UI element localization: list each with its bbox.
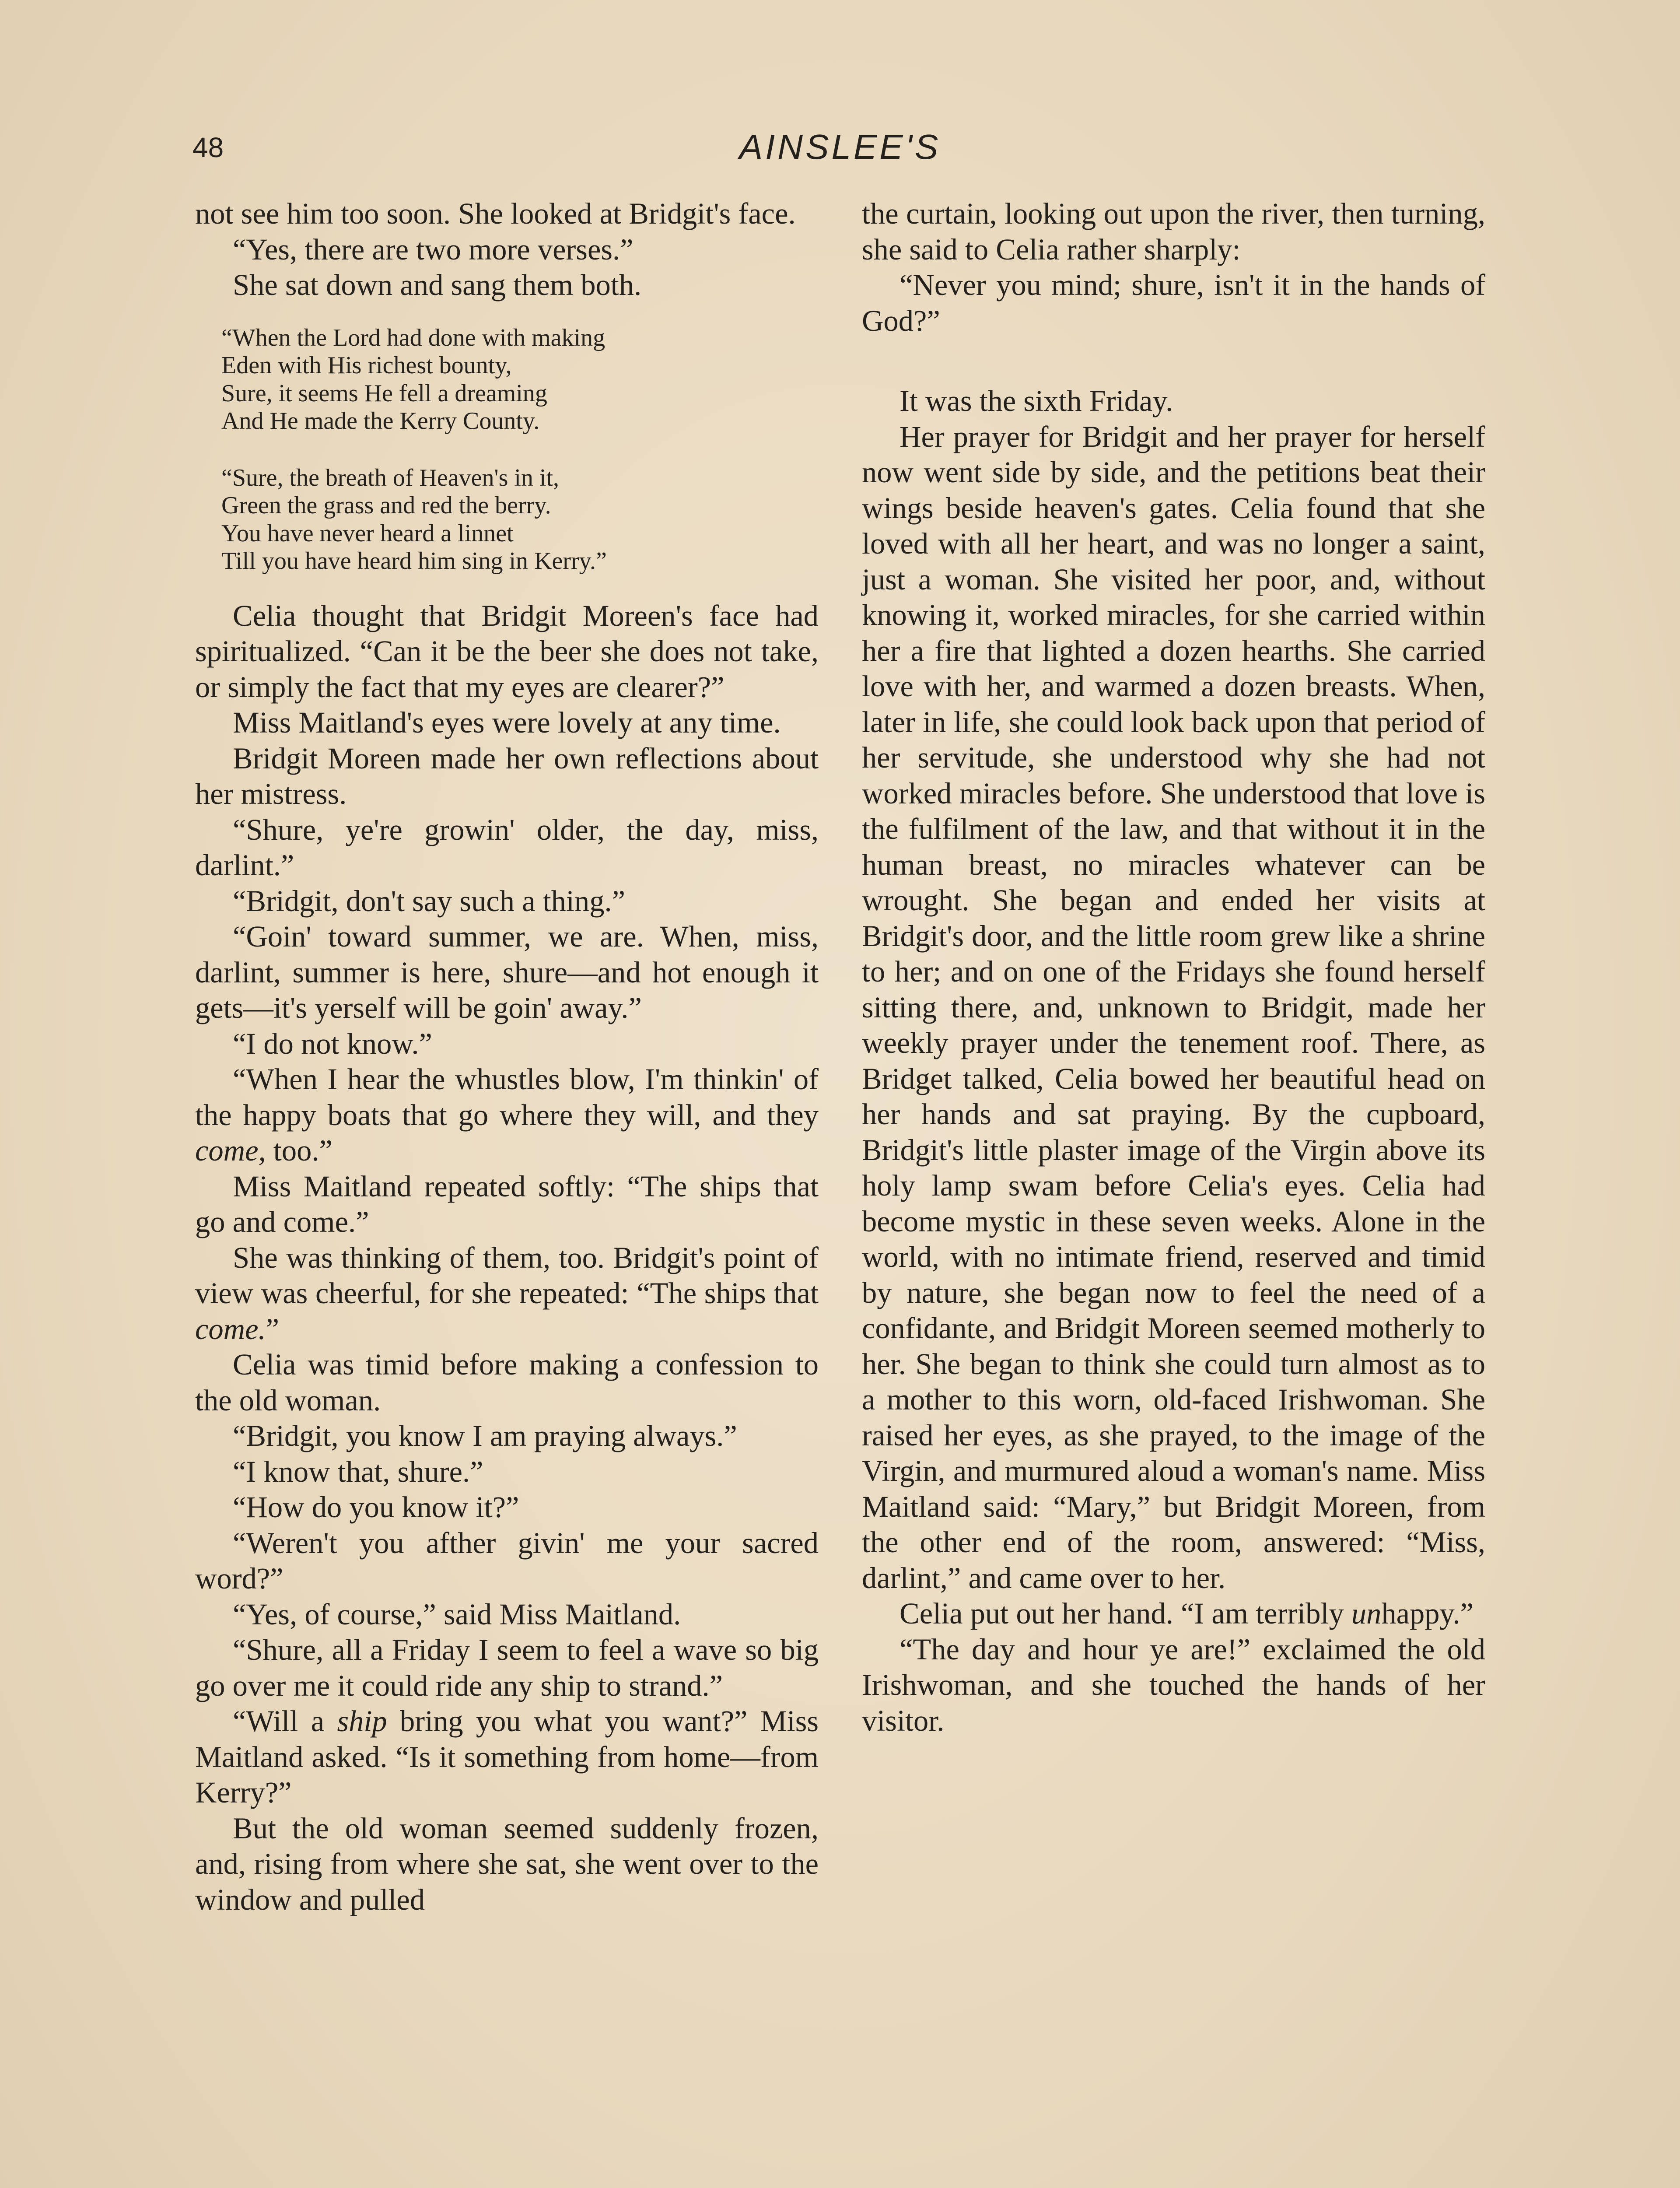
- right-column: [862, 196, 1485, 1739]
- paragraph: It was the sixth Friday.: [900, 384, 1173, 417]
- verse-line: And He made the Kerry County.: [221, 407, 540, 435]
- paragraph: [862, 1596, 1485, 1632]
- text-run: “Will a: [233, 1704, 337, 1738]
- paragraph: not see him too soon. She looked at Bridgit's face.: [195, 197, 796, 230]
- text-run: happy.”: [1381, 1597, 1474, 1630]
- italic-run: come,: [195, 1134, 266, 1167]
- song-verse: [221, 324, 819, 575]
- paragraph: “Shure, all a Friday I seem to feel a wave so big go over me it could ride any ship to strand.”: [195, 1633, 819, 1702]
- paragraph: Celia was timid before making a confession to the old woman.: [195, 1348, 819, 1417]
- verse-line: “Sure, the breath of Heaven's in it,: [221, 464, 560, 491]
- text-run: She was thinking of them, too. Bridgit's point of view was cheerful, for she repeated: “The ships that: [195, 1241, 819, 1310]
- italic-run: ship: [337, 1704, 387, 1738]
- page-number: 48: [192, 132, 224, 163]
- paragraph: Celia thought that Bridgit Moreen's face had spiritualized. “Can it be the beer she does not take, or simply the fact that my eyes are clearer?”: [195, 599, 819, 704]
- paragraph: “I do not know.”: [233, 1027, 432, 1060]
- paragraph: “Never you mind; shure, isn't it in the hands of God?”: [862, 268, 1485, 337]
- verse-line: Green the grass and red the berry.: [221, 492, 551, 519]
- paragraph: [195, 1240, 819, 1347]
- italic-run: un: [1351, 1597, 1382, 1630]
- paragraph: “I know that, shure.”: [233, 1455, 483, 1488]
- paragraph: “Bridgit, you know I am praying always.”: [233, 1419, 737, 1452]
- section-break: [862, 339, 1485, 383]
- stanza-2: [221, 464, 819, 575]
- paragraph: “Yes, of course,” said Miss Maitland.: [233, 1597, 681, 1631]
- paragraph: Miss Maitland repeated softly: “The ships that go and come.”: [195, 1169, 819, 1238]
- paragraph: “Goin' toward summer, we are. When, miss, darlint, summer is here, shure—and hot enough it gets—it's yerself will be goin' away.”: [195, 920, 819, 1024]
- text-run: too.”: [266, 1134, 332, 1167]
- paragraph: But the old woman seemed suddenly frozen, and, rising from where she sat, she went over to the window and pulled: [195, 1811, 819, 1916]
- verse-line: Eden with His richest bounty,: [221, 352, 512, 379]
- stanza-1: [221, 324, 819, 435]
- paragraph: the curtain, looking out upon the river, then turning, she said to Celia rather sharply:: [862, 197, 1485, 266]
- paragraph: “Shure, ye're growin' older, the day, miss, darlint.”: [195, 813, 819, 882]
- paragraph: Bridgit Moreen made her own reflections about her mistress.: [195, 741, 819, 810]
- verse-line: Sure, it seems He fell a dreaming: [221, 379, 547, 407]
- text-run: ”: [266, 1312, 280, 1346]
- text-run: “When I hear the whustles blow, I'm thinkin' of the happy boats that go where they will, and they: [195, 1062, 819, 1132]
- paragraph: “How do you know it?”: [233, 1490, 519, 1524]
- paragraph: “Weren't you afther givin' me your sacred word?”: [195, 1526, 819, 1595]
- verse-line: You have never heard a linnet: [221, 519, 514, 547]
- paragraph: “Bridgit, don't say such a thing.”: [233, 884, 625, 918]
- text-run: bring you what you want?” Miss Maitland asked. “Is it something from home—from Kerry?”: [195, 1704, 819, 1809]
- running-head: AINSLEE'S: [739, 127, 941, 166]
- page-header: [192, 123, 1488, 175]
- paragraph: [195, 1704, 819, 1811]
- paragraph: [195, 1062, 819, 1169]
- paragraph: She sat down and sang them both.: [233, 268, 642, 302]
- paragraph: Her prayer for Bridgit and her prayer for herself now went side by side, and the petitions beat their wings beside heaven's gates. Celia found that she loved with all her heart, and was no longer a saint, just a woman. She visited her poor, and, without knowing it, worked miracles, for she carried within her a fire that lighted a dozen hearths. She carried love with her, and warmed a dozen breasts. When, later in life, she could look back upon that period of her servitude, she understood why she had not worked miracles before. She understood that love is the fulfilment of the law, and that without it in the human breast, no miracles whatever can be wrought. She began and ended her visits at Bridgit's door, and the little room grew like a shrine to her; and on one of the Fridays she found herself sitting there, and, unknown to Bridgit, made her weekly prayer under the tenement roof. There, as Bridget talked, Celia bowed her beautiful head on her hands and sat praying. By the cupboard, Bridgit's little plaster image of the Virgin above its holy lamp swam before Celia's eyes. Celia had become mystic in these seven weeks. Alone in the world, with no intimate friend, reserved and timid by nature, she began now to feel the need of a confidante, and Bridgit Moreen seemed motherly to her. She began to think she could turn almost as to a mother to this worn, old-faced Irishwoman. She raised her eyes, as she prayed, to the image of the Virgin, and murmured aloud a woman's name. Miss Maitland said: “Mary,” but Bridgit Moreen, from the other end of the room, answered: “Miss, darlint,” and came over to her.: [862, 420, 1485, 1595]
- text-run: Celia put out her hand. “I am terribly: [900, 1597, 1351, 1630]
- paragraph: “The day and hour ye are!” exclaimed the old Irishwoman, and she touched the hands of her visitor.: [862, 1632, 1485, 1737]
- paragraph: “Yes, there are two more verses.”: [233, 232, 634, 266]
- paragraph: Miss Maitland's eyes were lovely at any time.: [233, 706, 781, 739]
- verse-line: “When the Lord had done with making: [221, 324, 606, 351]
- italic-run: come.: [195, 1312, 266, 1346]
- left-column: [195, 196, 819, 1918]
- verse-line: Till you have heard him sing in Kerry.”: [221, 547, 607, 575]
